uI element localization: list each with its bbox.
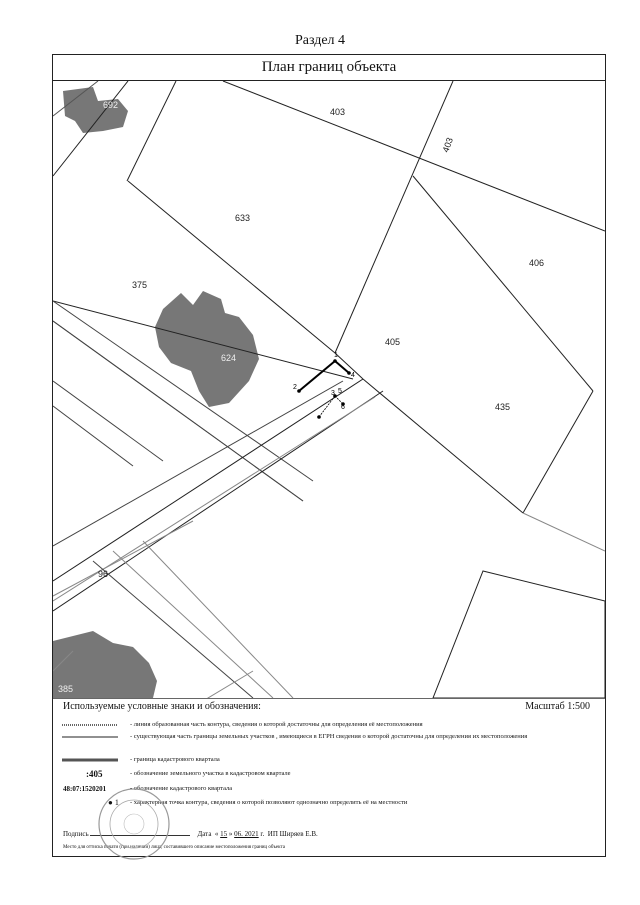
building-624 <box>155 291 259 407</box>
plan-title: План границ объекта <box>52 54 606 81</box>
parcel-label: 385 <box>58 684 74 694</box>
legend-symbol: :405 <box>86 769 103 779</box>
legend-symbol <box>60 733 120 741</box>
point-label: 6 <box>341 404 345 411</box>
date-day: 15 <box>220 830 228 838</box>
legend-text: - характерная точка контура, сведения о которой позволяют однозначно определить её на местности <box>130 799 408 806</box>
legend-symbol-text: 1 <box>114 798 119 807</box>
parcel-label: 624 <box>221 353 237 363</box>
parcel-label: 375 <box>132 280 148 290</box>
signature-label: Подпись <box>63 830 89 838</box>
parcel-label: 435 <box>495 402 511 412</box>
parcel-label: 692 <box>103 100 119 110</box>
parcel-label: 403 <box>440 136 456 154</box>
parcel-label: 96 <box>98 569 109 579</box>
point-label: 4 <box>351 372 355 379</box>
parcel-label: 406 <box>529 258 545 268</box>
legend-symbol: 48:07:1520201 <box>63 785 107 793</box>
stamp-note: Место для оттиска печати (при наличии) лица, составившего описание местоположения границ объекта <box>63 845 285 850</box>
signature-line: Подпись Дата « 15 » 06. 2021 г. ИП Ширяев Е.В. <box>63 830 318 838</box>
legend-text: - обозначение кадастрового квартала <box>130 785 233 792</box>
point-label: 5 <box>338 388 342 395</box>
legend-symbol <box>60 721 120 729</box>
point-label: 3 <box>331 390 335 397</box>
point-icon: ● <box>108 798 113 807</box>
legend-text: - обозначение земельного участка в кадастровом квартале <box>130 770 291 777</box>
boundary-map <box>53 81 605 698</box>
point-label: 1 <box>334 352 338 359</box>
section-heading: Раздел 4 <box>294 33 346 48</box>
date-suffix: г. <box>260 830 265 838</box>
legend-divider <box>53 698 605 699</box>
author-name: ИП Ширяев Е.В. <box>267 830 318 838</box>
point-label: 2 <box>293 384 297 391</box>
parcel-label: 633 <box>235 213 251 223</box>
date-label: Дата <box>197 830 212 838</box>
seal-stamp <box>96 786 172 862</box>
legend-text: - линия образованная часть контура, сведения о которой достаточны для определения её местоположения <box>130 721 423 728</box>
legend-text: - существующая часть границы земельных участков , имеющиеся в ЕГРН сведения о которой достаточны для определения их местоположения <box>130 733 528 740</box>
map-scale: Масштаб 1:500 <box>525 701 590 712</box>
legend-symbol <box>60 756 120 764</box>
legend-title: Используемые условные знаки и обозначения: <box>63 701 261 712</box>
parcel-label: 405 <box>385 337 401 347</box>
date-month-year: 06. 2021 <box>234 830 259 838</box>
parcel-label: 403 <box>330 107 346 117</box>
legend-text: - граница кадастрового квартала <box>130 756 220 763</box>
